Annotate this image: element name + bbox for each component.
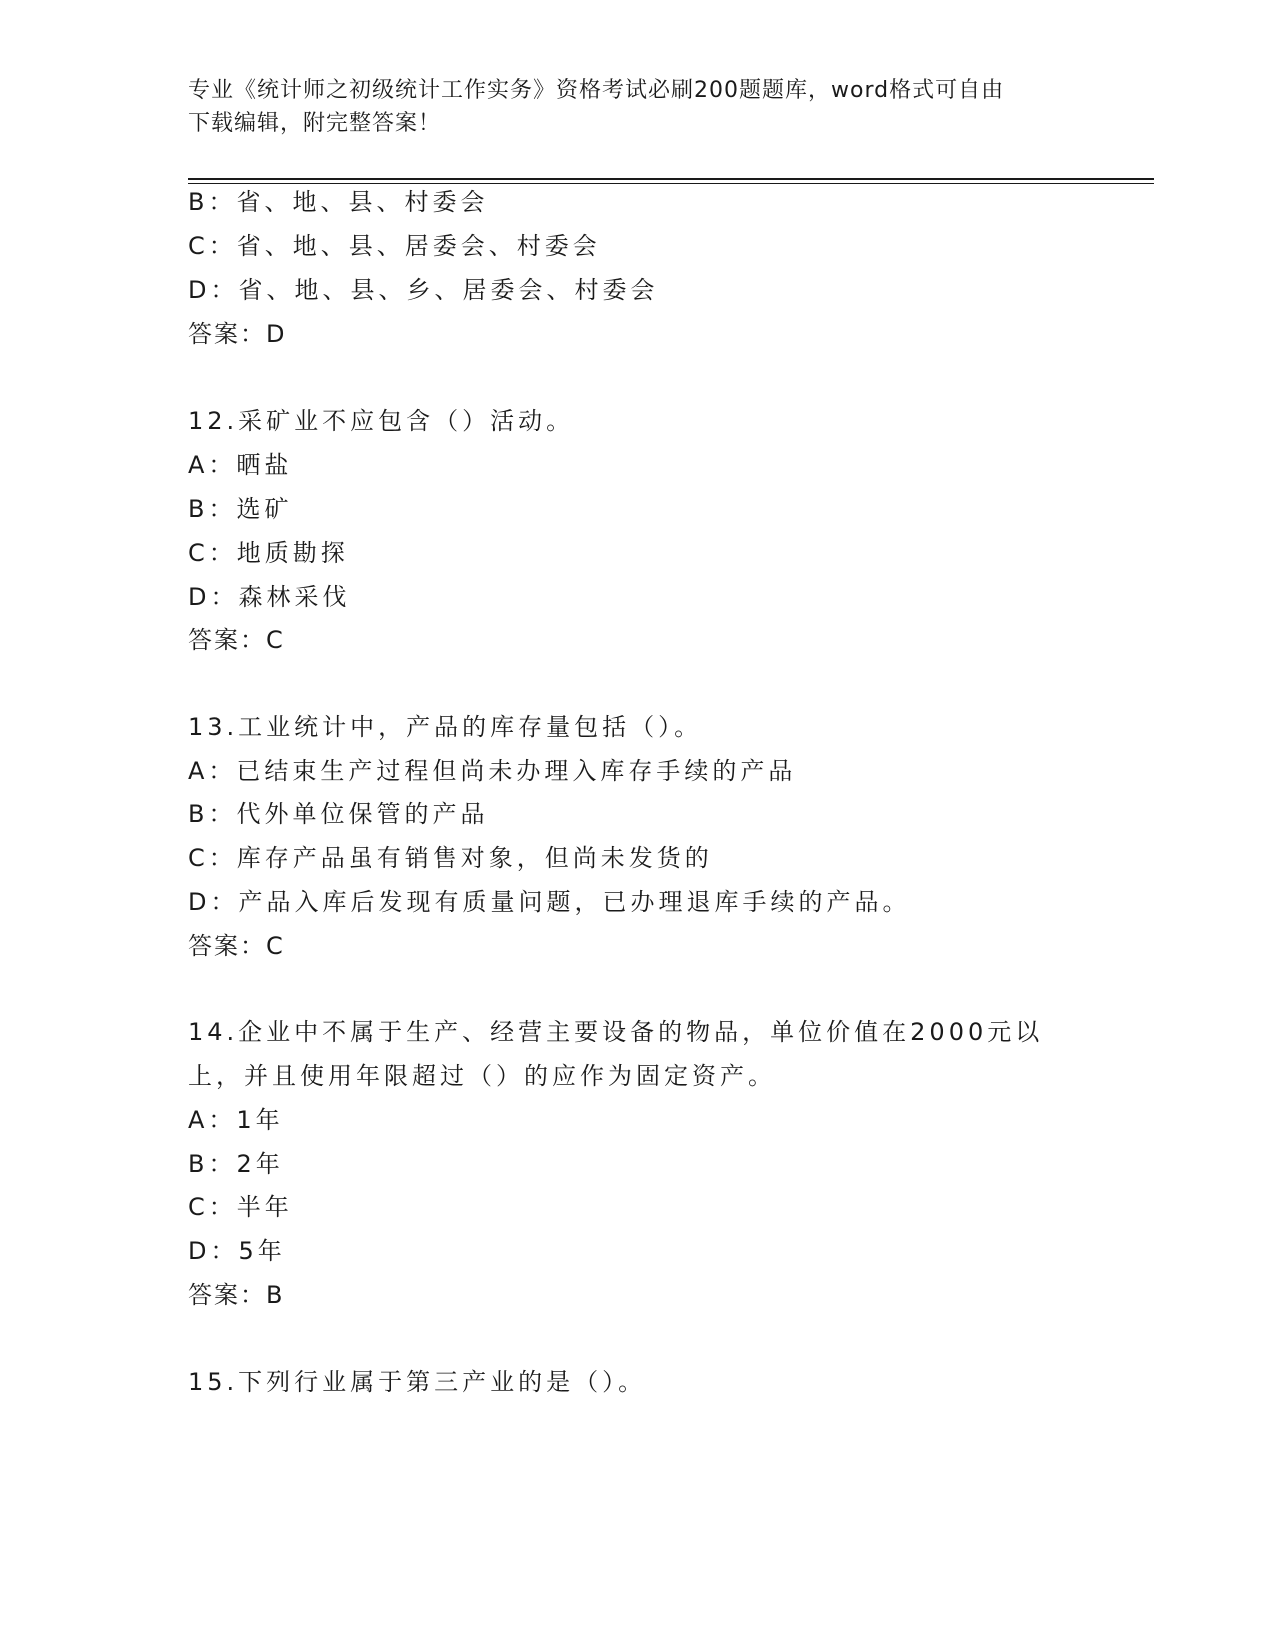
header-divider-thick xyxy=(188,178,1154,180)
q14-stem-line-2: 上，并且使用年限超过（）的应作为固定资产。 xyxy=(188,1062,776,1090)
q15-stem: 15.下列行业属于第三产业的是（）。 xyxy=(188,1368,647,1396)
q12-option-a: A：晒盐 xyxy=(188,451,293,479)
q12-option-b: B：选矿 xyxy=(188,495,293,523)
q11-option-c: C：省、地、县、居委会、村委会 xyxy=(188,232,601,260)
q14-option-b: B：2年 xyxy=(188,1150,284,1178)
q13-option-a: A：已结束生产过程但尚未办理入库存手续的产品 xyxy=(188,757,797,785)
header-divider-thin xyxy=(188,183,1154,184)
q14-answer: 答案：B xyxy=(188,1281,285,1309)
q13-option-b: B：代外单位保管的产品 xyxy=(188,800,489,828)
q11-option-d: D：省、地、县、乡、居委会、村委会 xyxy=(188,276,659,304)
q14-option-a: A：1年 xyxy=(188,1106,284,1134)
q12-stem: 12.采矿业不应包含（）活动。 xyxy=(188,407,575,435)
q14-option-d: D：5年 xyxy=(188,1237,286,1265)
q12-option-d: D：森林采伐 xyxy=(188,583,351,611)
q13-option-d: D：产品入库后发现有质量问题，已办理退库手续的产品。 xyxy=(188,888,911,916)
q11-option-b: B：省、地、县、村委会 xyxy=(188,188,489,216)
q12-option-c: C：地质勘探 xyxy=(188,539,349,567)
q12-answer: 答案：C xyxy=(188,626,285,654)
q13-stem: 13.工业统计中，产品的库存量包括（）。 xyxy=(188,713,703,741)
q14-stem-line-1: 14.企业中不属于生产、经营主要设备的物品，单位价值在2000元以 xyxy=(188,1018,1044,1046)
q14-option-c: C：半年 xyxy=(188,1193,293,1221)
q13-answer: 答案：C xyxy=(188,932,285,960)
document-header xyxy=(188,74,1068,140)
q13-option-c: C：库存产品虽有销售对象，但尚未发货的 xyxy=(188,844,713,872)
header-line-2: 下载编辑，附完整答案！ xyxy=(188,111,442,136)
header-line-1: 专业《统计师之初级统计工作实务》资格考试必刷200题题库，word格式可自由 xyxy=(188,78,1005,103)
q11-answer: 答案：D xyxy=(188,320,287,348)
